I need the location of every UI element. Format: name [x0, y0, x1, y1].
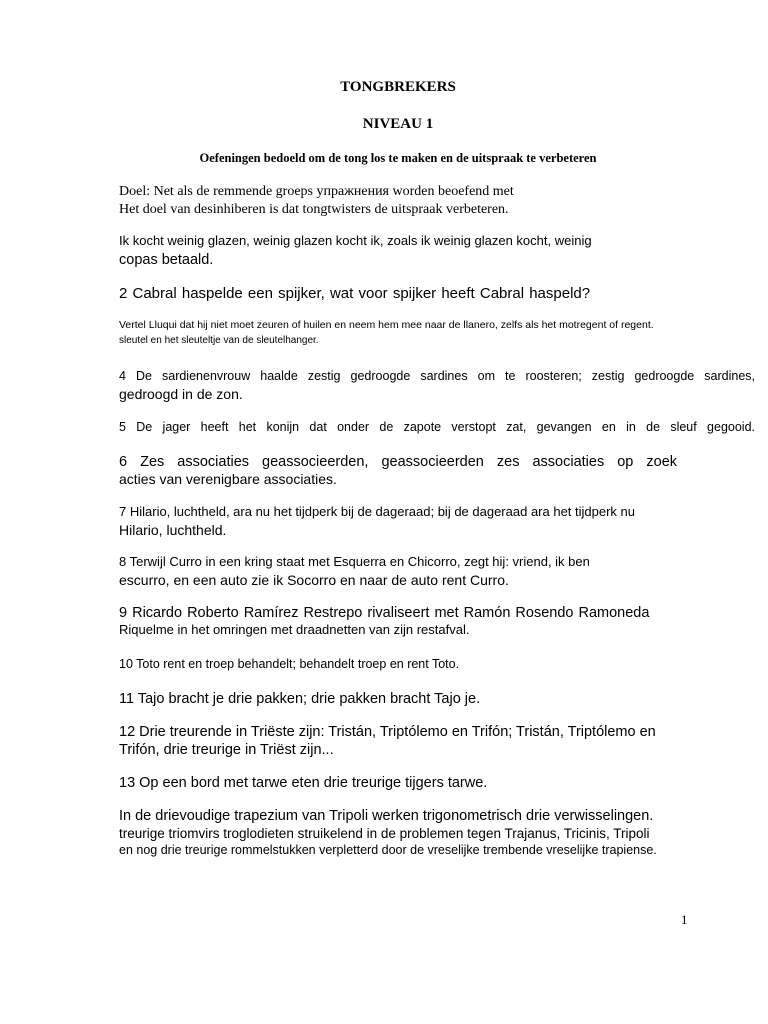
item-12-line-2: Trifón, drie treurige in Triëst zijn...: [119, 742, 334, 758]
level-heading: NIVEAU 1: [362, 116, 434, 132]
item-8-line-2: escurro, en een auto zie ik Socorro en naar de auto rent Curro.: [119, 572, 509, 588]
item-3-line-2: sleutel en het sleuteltje van de sleutelhanger.: [119, 335, 319, 346]
item-6-line-2: acties van verenigbare associaties.: [119, 471, 337, 487]
item-1-line-2: copas betaald.: [119, 252, 214, 268]
document-title: TONGBREKERS: [340, 79, 456, 95]
item-1-line-1: Ik kocht weinig glazen, weinig glazen kocht ik, zoals ik weinig glazen kocht, weinig: [119, 233, 592, 248]
item-10-line-1: 10 Toto rent en troep behandelt; behandelt troep en rent Toto.: [119, 657, 460, 671]
item-4-line-2: gedroogd in de zon.: [119, 386, 243, 402]
item-6-line-1: 6 Zes associaties geassocieerden, geassocieerden zes associaties op zoek: [119, 454, 678, 470]
item-9-line-2: Riquelme in het omringen met draadnetten van zijn restafval.: [119, 622, 470, 637]
item-12-line-1: 12 Drie treurende in Triëste zijn: Tristán, Triptólemo en Trifón; Tristán, Triptólemo en: [119, 724, 656, 740]
item-14-line-1: In de drievoudige trapezium van Tripoli werken trigonometrisch drie verwisselingen.: [119, 808, 654, 824]
item-9-line-1: 9 Ricardo Roberto Ramírez Restrepo rivaliseert met Ramón Rosendo Ramoneda: [119, 605, 650, 621]
item-11-line-1: 11 Tajo bracht je drie pakken; drie pakken bracht Tajo je.: [119, 691, 481, 707]
goal-line-2: Het doel van desinhiberen is dat tongtwisters de uitspraak verbeteren.: [119, 202, 509, 217]
item-7-line-1: 7 Hilario, luchtheld, ara nu het tijdperk bij de dageraad; bij de dageraad ara het tijdperk nu: [119, 504, 636, 519]
item-14-line-2: treurige triomvirs troglodieten struikelend in de problemen tegen Trajanus, Tricinis, Tripoli: [119, 826, 650, 841]
goal-line-1: Doel: Net als de remmende groeps упражнения worden beoefend met: [119, 184, 514, 199]
subtitle: Oefeningen bedoeld om de tong los te maken en de uitspraak te verbeteren: [199, 151, 597, 165]
item-14-line-3: en nog drie treurige rommelstukken verpletterd door de vreselijke trembende vreselijke trapiense.: [119, 843, 657, 857]
item-8-line-1: 8 Terwijl Curro in een kring staat met Esquerra en Chicorro, zegt hij: vriend, ik ben: [119, 554, 590, 569]
item-5-line-1: 5 De jager heeft het konijn dat onder de zapote verstopt zat, gevangen en in de sleuf gegooid.: [119, 420, 755, 434]
page-number: 1: [681, 912, 688, 927]
item-2-line-1: 2 Cabral haspelde een spijker, wat voor spijker heeft Cabral haspeld?: [119, 285, 591, 302]
item-13-line-1: 13 Op een bord met tarwe eten drie treurige tijgers tarwe.: [119, 775, 488, 791]
item-7-line-2: Hilario, luchtheld.: [119, 522, 227, 538]
item-3-line-1: Vertel Lluqui dat hij niet moet zeuren of huilen en neem hem mee naar de llanero, zelfs als het motregent of regent.: [119, 319, 654, 331]
item-4-line-1: 4 De sardienenvrouw haalde zestig gedroogde sardines om te roosteren; zestig gedroogde sardines,: [119, 369, 755, 383]
